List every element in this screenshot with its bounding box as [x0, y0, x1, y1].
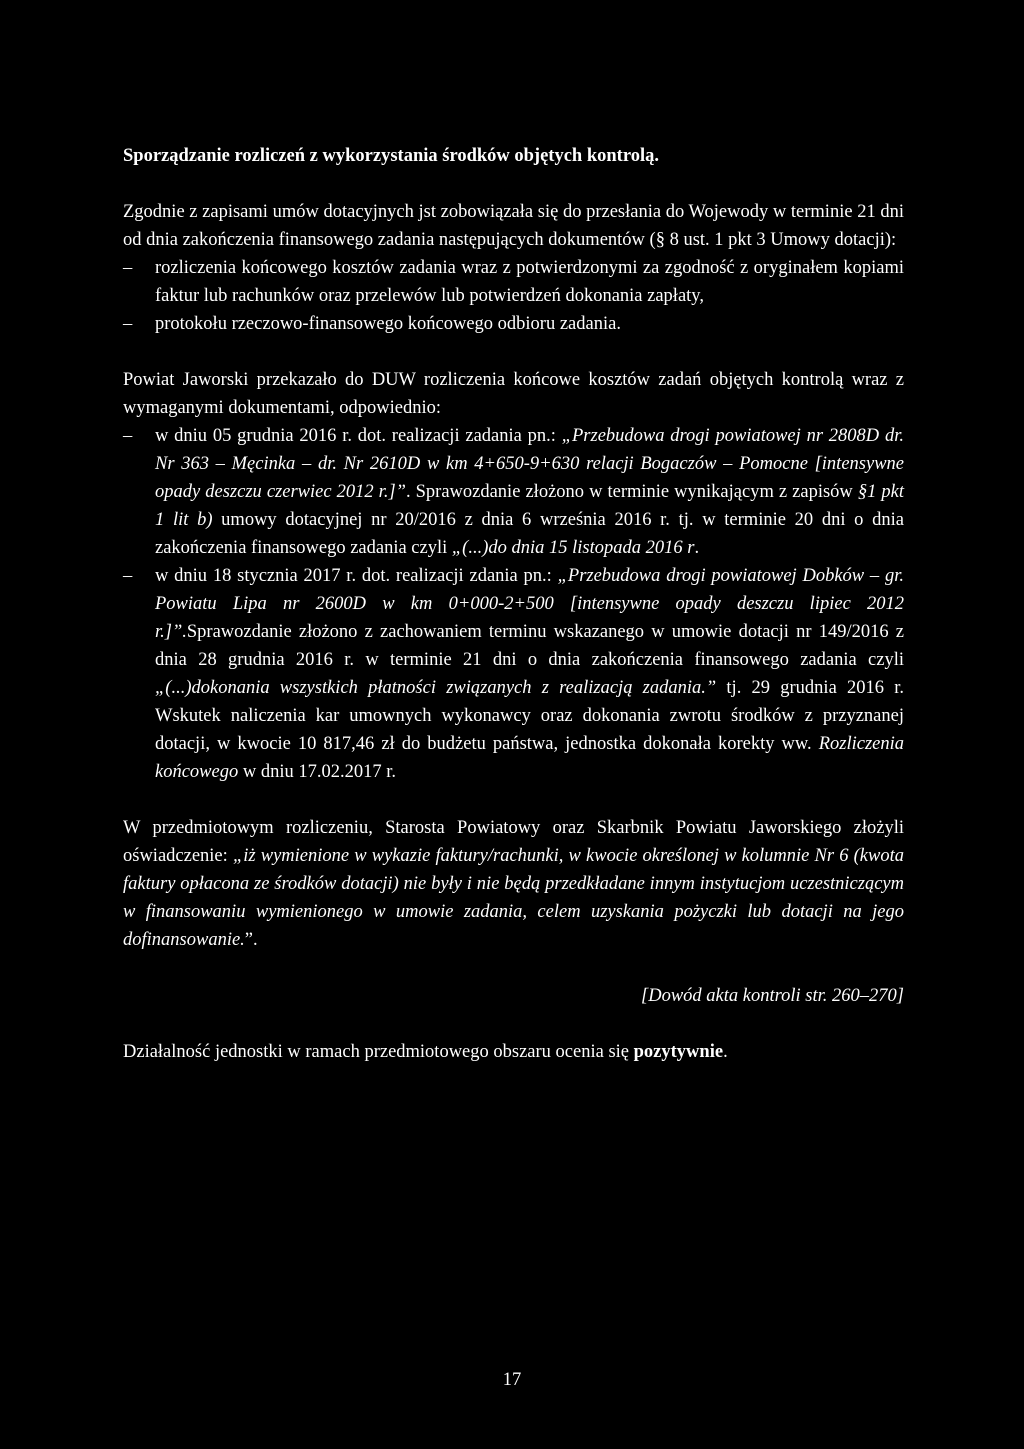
dash-bullet: – [123, 314, 133, 334]
list-item: – protokołu rzeczowo-finansowego końcowego odbioru zadania. [123, 310, 904, 338]
dash-bullet: – [123, 566, 133, 586]
settlements-list [123, 422, 904, 786]
evidence-reference: [Dowód akta kontroli str. 260–270] [641, 986, 904, 1006]
conclusion-paragraph: Działalność jednostki w ramach przedmiotowego obszaru ocenia się pozytywnie. [123, 1042, 728, 1062]
required-documents-list [123, 254, 904, 338]
page-number: 17 [502, 1370, 522, 1390]
intro-paragraph: Zgodnie z zapisami umów dotacyjnych jst zobowiązała się do przesłania do Wojewody w terminie 21 dni od dnia zakończenia finansowego zadania następujących dokumentów (§ 8 ust. 1 pkt 3 Umowy dotacji): [123, 202, 904, 250]
list-item: – rozliczenia końcowego kosztów zadania wraz z potwierdzonymi za zgodność z oryginałem kopiami faktur lub rachunków oraz przelewów lub potwierdzeń dokonania zapłaty, [123, 254, 904, 310]
list-item: – w dniu 18 stycznia 2017 r. dot. realizacji zdania pn.: „Przebudowa drogi powiatowej Dobków – gr. Powiatu Lipa nr 2600D w km 0+000-2+500 [intensywne opady deszczu lipiec 2012 r.]”.Sprawozdanie złożono z zachowaniem terminu wskazanego w umowie dotacji nr 149/2016 z dnia 28 grudnia 2016 r. w terminie 21 dni o dnia zakończenia finansowego zadania czyli „(...)dokonania wszystkich płatności związanych z realizacją zadania.” tj. 29 grudnia 2016 r. Wskutek naliczenia kar umownych wykonawcy oraz dokonania zwrotu środków z przyznanej dotacji, w kwocie 10 817,46 zł do budżetu państwa, jednostka dokonała korekty ww. Rozliczenia końcowego w dniu 17.02.2017 r. [123, 562, 904, 786]
dash-bullet: – [123, 258, 133, 278]
dash-bullet: – [123, 426, 133, 446]
section-heading: Sporządzanie rozliczeń z wykorzystania środków objętych kontrolą. [123, 146, 659, 166]
declaration-paragraph: W przedmiotowym rozliczeniu, Starosta Powiatowy oraz Skarbnik Powiatu Jaworskiego złożyli oświadczenie: „iż wymienione w wykazie faktury/rachunki, w kwocie określonej w kolumnie Nr 6 (kwota faktury opłacona ze środków dotacji) nie były i nie będą przedkładane innym instytucjom uczestniczącym w finansowaniu wymienionego w umowie zadania, celem uzyskania pożyczki lub dotacji na jego dofinansowanie.”. [123, 818, 904, 950]
document-page [123, 142, 904, 1066]
settlements-paragraph: Powiat Jaworski przekazało do DUW rozliczenia końcowe kosztów zadań objętych kontrolą wraz z wymaganymi dokumentami, odpowiednio: [123, 370, 904, 418]
list-item: – w dniu 05 grudnia 2016 r. dot. realizacji zadania pn.: „Przebudowa drogi powiatowej nr 2808D dr. Nr 363 – Męcinka – dr. Nr 2610D w km 4+650-9+630 relacji Bogaczów – Pomocne [intensywne opady deszczu czerwiec 2012 r.]”. Sprawozdanie złożono w terminie wynikającym z zapisów §1 pkt 1 lit b) umowy dotacyjnej nr 20/2016 z dnia 6 września 2016 r. tj. w terminie 20 dni o dnia zakończenia finansowego zadania czyli „(...)do dnia 15 listopada 2016 r. [123, 422, 904, 562]
